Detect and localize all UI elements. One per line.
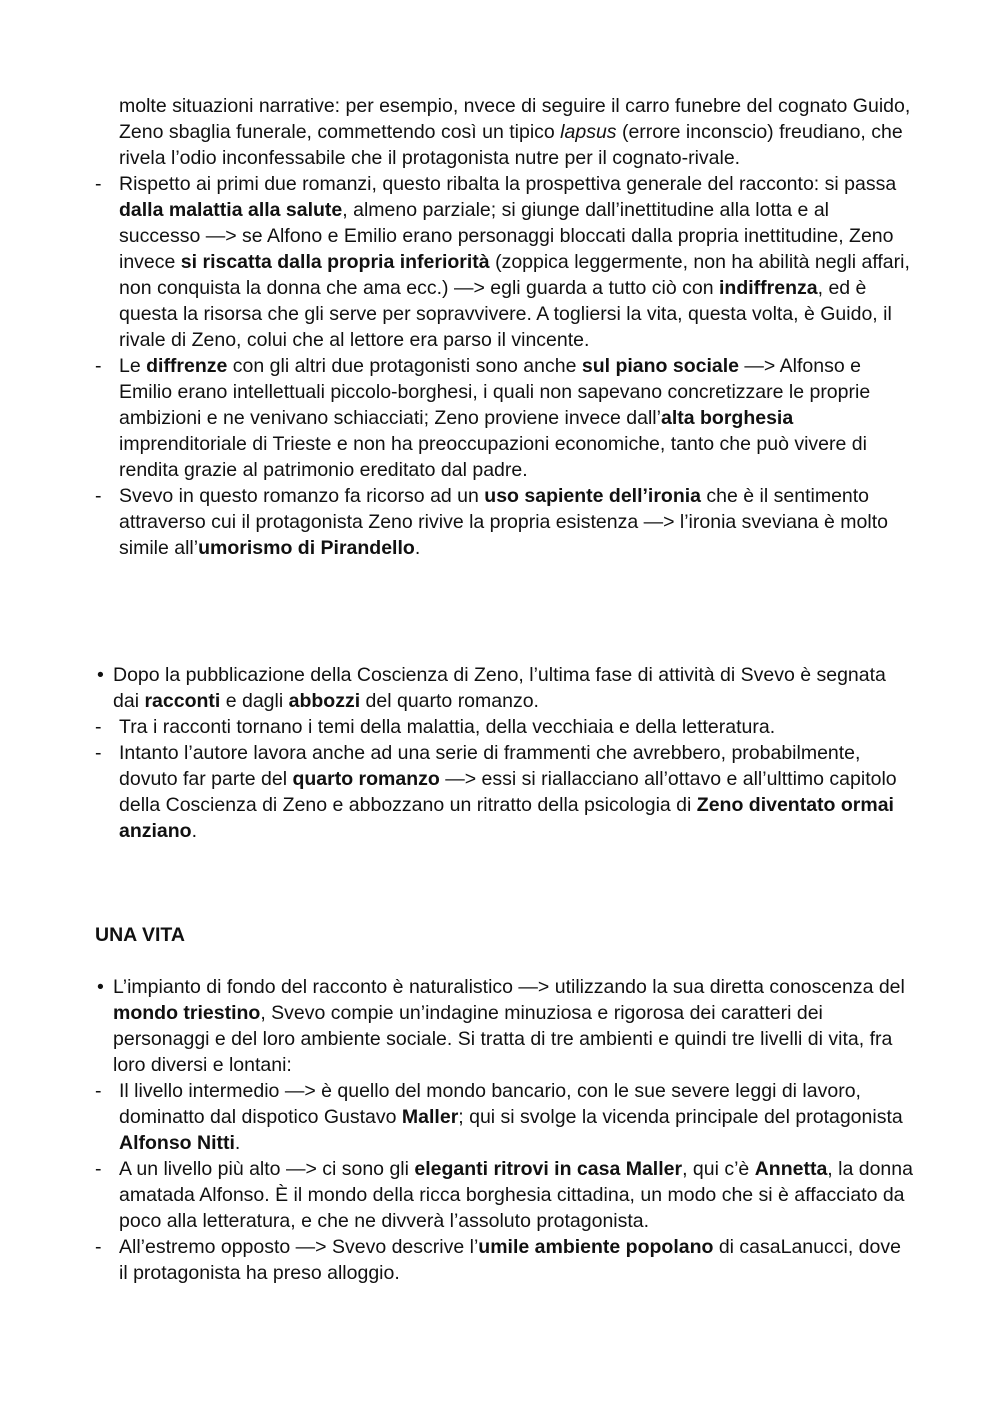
bold-term: dalla malattia alla salute (119, 199, 343, 221)
dash-marker: - (95, 355, 102, 377)
bold-term: uso sapiente dell’ironia (484, 485, 702, 507)
bold-term: eleganti ritrovi in casa Maller (414, 1158, 683, 1180)
text: . (191, 820, 198, 842)
text: Rispetto ai primi due romanzi, questo ribalta la prospettiva generale del racconto: si passa (119, 173, 897, 195)
text: imprenditoriale di Trieste e non ha preoccupazioni economiche, tanto che può vivere di rendita grazie al patrimonio ereditato dal padre. (119, 433, 867, 481)
text: , la donna amatada Alfonso. È il mondo della ricca borghesia cittadina, un modo che si è affacciato da poco alla letteratura, e che ne divverà l’assoluto protagonista. (119, 1158, 913, 1232)
text: Intanto l’autore lavora anche ad una serie di frammenti che avrebbero, probabilmente, dovuto far parte del (119, 742, 861, 790)
dash-marker: - (95, 1158, 102, 1180)
text: con gli altri due protagonisti sono anche (227, 355, 582, 377)
bold-term: diffrenze (146, 355, 228, 377)
section-una-vita (95, 974, 915, 1286)
bold-term: indiffrenza (719, 277, 818, 299)
text: L’impianto di fondo del racconto è naturalistico —> utilizzando la sua diretta conoscenza del (113, 976, 905, 998)
bold-term: umorismo di Pirandello (198, 537, 415, 559)
text: , almeno parziale; si giunge dall’inettitudine alla lotta e al successo —> se Alfono e Emilio erano personaggi bloccati dalla propria inettitudine, Zeno invece (119, 199, 894, 273)
bold-term: mondo triestino (113, 1002, 261, 1024)
dash-item-2 (95, 353, 915, 483)
section-coscienza-features (95, 93, 915, 561)
bullet-item (95, 974, 915, 1078)
bold-term: Maller (401, 1106, 459, 1128)
text: Le (119, 355, 147, 377)
text: Il livello intermedio —> è quello del mondo bancario, con le sue severe leggi di lavoro, dominatto dal dispotico Gustavo (119, 1080, 861, 1128)
dash-item-3 (95, 483, 915, 561)
text: . (414, 537, 421, 559)
text: che è il sentimento attraverso cui il protagonista Zeno rivive la propria esistenza —> l’ironia sveviana è molto simile all’ (119, 485, 888, 559)
text: e dagli (220, 690, 289, 712)
bold-term: abbozzi (288, 690, 361, 712)
text: A un livello più alto —> ci sono gli (119, 1158, 415, 1180)
bold-term: Annetta (754, 1158, 828, 1180)
bullet-marker: • (97, 664, 104, 686)
dash-marker: - (95, 1236, 102, 1258)
text: Svevo in questo romanzo fa ricorso ad un (119, 485, 485, 507)
dash-marker: - (95, 1080, 102, 1102)
bullet-marker: • (97, 976, 104, 998)
text: del quarto romanzo. (360, 690, 539, 712)
text: ; qui si svolge la vicenda principale del protagonista (458, 1106, 903, 1128)
bold-term: quarto romanzo (292, 768, 440, 790)
text: —> Alfonso e Emilio erano intellettuali piccolo-borghesi, i quali non sapevano concretizzare le proprie ambizioni e ne venivano schiacciati; Zeno proviene invece dall’ (119, 355, 871, 429)
bold-term: Alfonso Nitti (119, 1132, 235, 1154)
text: Dopo la pubblicazione della Coscienza di Zeno, l’ultima fase di attività di Svevo è segnata dai (113, 664, 886, 712)
bold-term: alta borghesia (660, 407, 794, 429)
section-heading: UNA VITA (95, 924, 185, 946)
text: , ed è questa la risorsa che gli serve per sopravvivere. A togliersi la vita, questa volta, è Guido, il rivale di Zeno, colui che al lettore era parso il vincente. (119, 277, 892, 351)
text: (zoppica leggermente, non ha abilità negli affari, non conquista la donna che ama ecc.) —> egli guarda a tutto ciò con (119, 251, 910, 299)
section-last-phase (95, 662, 915, 844)
text: molte situazioni narrative: per esempio, nvece di seguire il carro funebre del cognato Guido, Zeno sbaglia funerale, commettendo così un tipico (119, 95, 911, 143)
bold-term: racconti (144, 690, 221, 712)
text: di casaLanucci, dove il protagonista ha preso alloggio. (119, 1236, 901, 1284)
bullet-item (95, 662, 915, 714)
bold-term: umile ambiente popolano (478, 1236, 714, 1258)
text: Tra i racconti tornano i temi della malattia, della vecchiaia e della letteratura. (119, 716, 776, 738)
dash-marker: - (95, 742, 102, 764)
bold-term: sul piano sociale (581, 355, 739, 377)
bold-term: si riscatta dalla propria inferiorità (180, 251, 490, 273)
text: , Svevo compie un’indagine minuziosa e rigorosa dei caratteri dei personaggi e del loro ambiente sociale. Si tratta di tre ambienti e quindi tre livelli di vita, fra loro diversi e lontani: (113, 1002, 893, 1076)
dash-marker: - (95, 173, 102, 195)
dash-item-1 (95, 1078, 915, 1156)
dash-item-3 (95, 1234, 915, 1286)
text: , qui c’è (682, 1158, 755, 1180)
italic-term: lapsus (560, 121, 617, 143)
dash-item-1 (95, 171, 915, 353)
text: (errore inconscio) freudiano, che rivela l’odio inconfessabile che il protagonista nutre per il cognato-rivale. (119, 121, 903, 169)
text: —> essi si riallacciano all’ottavo e all’ulttimo capitolo della Coscienza di Zeno e abbozzano un ritratto della psicologia di (119, 768, 897, 816)
dash-item-2 (95, 740, 915, 844)
continuation-paragraph (95, 93, 915, 171)
text: . (234, 1132, 241, 1154)
text: All’estremo opposto —> Svevo descrive l’ (119, 1236, 479, 1258)
dash-item-1 (95, 714, 915, 740)
bold-term: Zeno diventato ormai anziano (119, 794, 894, 842)
dash-marker: - (95, 485, 102, 507)
dash-marker: - (95, 716, 102, 738)
dash-item-2 (95, 1156, 915, 1234)
